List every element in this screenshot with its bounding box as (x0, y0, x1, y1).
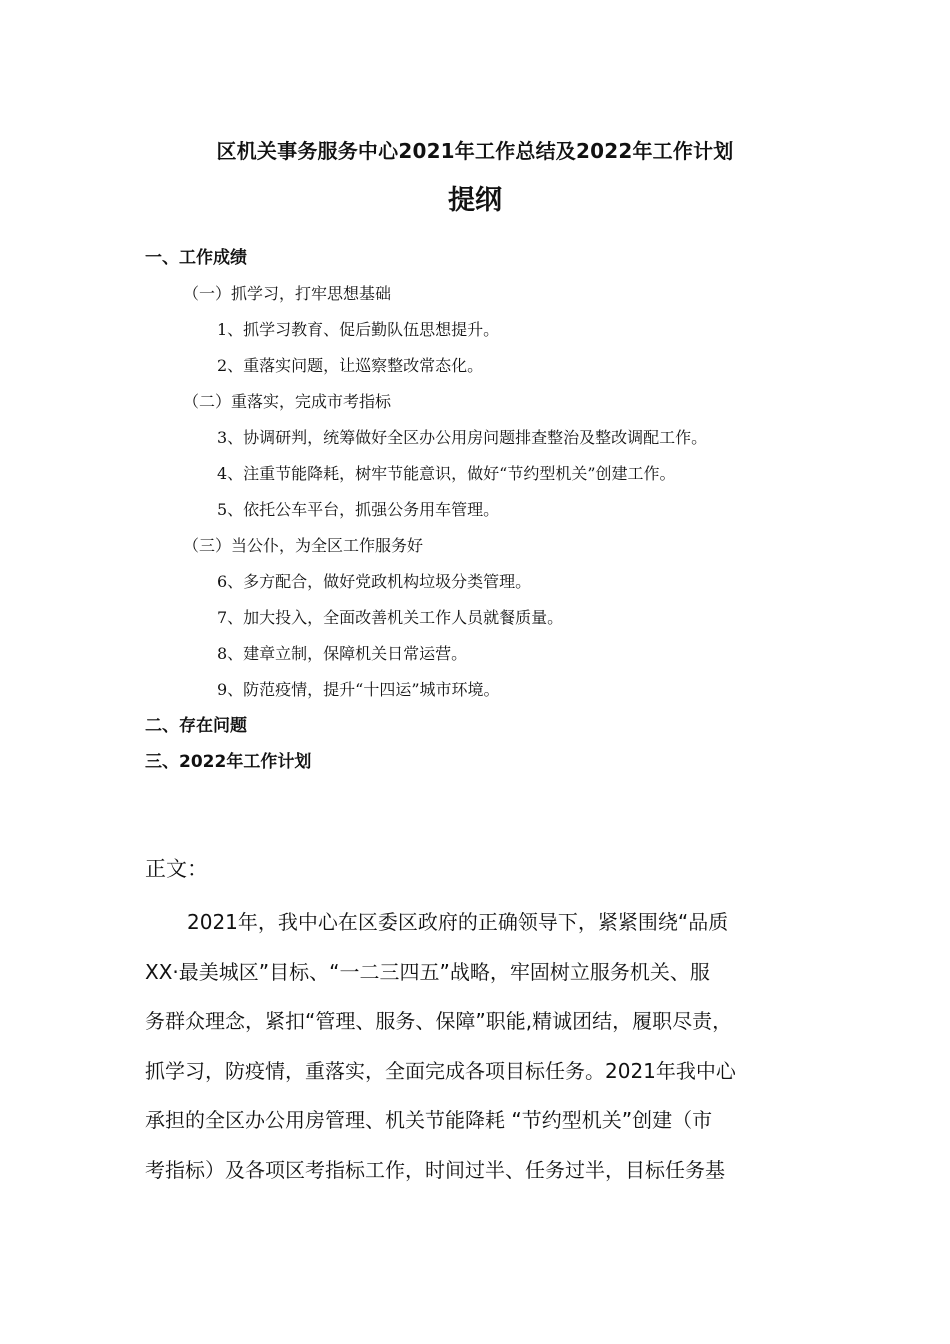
body-label: 正文： (145, 857, 208, 881)
body-line: 承担的全区办公用房管理、机关节能降耗 “节约型机关”创建（市 (145, 1108, 713, 1132)
body-paragraph (145, 898, 805, 1195)
body-line: XX·最美城区”目标、“一二三四五”战略，牢固树立服务机关、服 (145, 959, 710, 984)
outline-item: 9、防范疫情，提升“十四运”城市环境。 (217, 680, 500, 699)
outline (145, 240, 845, 780)
body-line: 考指标）及各项区考指标工作，时间过半、任务过半，目标任务基 (145, 1157, 725, 1182)
outline-subheading: （二）重落实，完成市考指标 (183, 392, 392, 411)
body-line: 抓学习，防疫情，重落实，全面完成各项目标任务。2021年我中心 (145, 1058, 736, 1083)
outline-item: 8、建章立制，保障机关日常运营。 (217, 644, 468, 663)
outline-heading: 三、2022年工作计划 (145, 752, 312, 772)
outline-item: 2、重落实问题，让巡察整改常态化。 (217, 356, 484, 375)
body-line: 务群众理念，紧扣“管理、服务、保障”职能,精诚团结，履职尽责， (145, 1009, 733, 1033)
document-title: 区机关事务服务中心2021年工作总结及2022年工作计划 (216, 139, 734, 163)
body-line: 2021年，我中心在区委区政府的正确领导下，紧紧围绕“品质 (187, 910, 729, 934)
outline-subheading: （一）抓学习，打牢思想基础 (183, 284, 392, 303)
outline-item: 6、多方配合，做好党政机构垃圾分类管理。 (217, 572, 532, 591)
outline-item: 4、注重节能降耗，树牢节能意识，做好“节约型机关”创建工作。 (217, 464, 676, 483)
document-subtitle: 提纲 (448, 185, 502, 216)
outline-heading: 一、工作成绩 (145, 248, 247, 268)
outline-item: 5、依托公车平台，抓强公务用车管理。 (217, 500, 500, 519)
outline-item: 7、加大投入，全面改善机关工作人员就餐质量。 (217, 608, 564, 627)
outline-item: 1、抓学习教育、促后勤队伍思想提升。 (217, 320, 500, 339)
outline-heading: 二、存在问题 (145, 716, 247, 736)
outline-subheading: （三）当公仆，为全区工作服务好 (183, 536, 424, 555)
outline-item: 3、协调研判，统筹做好全区办公用房问题排查整治及整改调配工作。 (217, 428, 708, 447)
